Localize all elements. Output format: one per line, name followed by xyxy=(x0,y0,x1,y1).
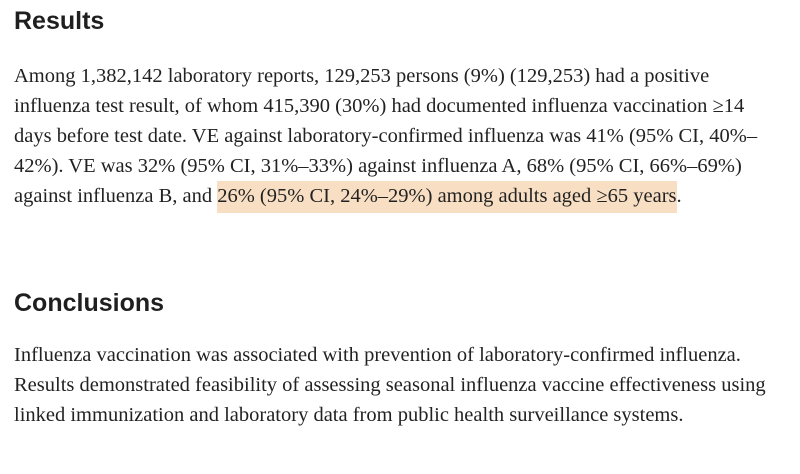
results-heading: Results xyxy=(14,7,105,35)
results-paragraph xyxy=(14,61,784,211)
results-highlighted-text: 26% (95% CI, 24%–29%) among adults aged ≥65 years xyxy=(217,181,676,213)
conclusions-paragraph: Influenza vaccination was associated with prevention of laboratory-confirmed influenza. Results demonstrated feasibility of assessing seasonal influenza vaccine effectiveness using linked immunization and laboratory data from public health surveillance systems. xyxy=(14,344,766,426)
conclusions-heading: Conclusions xyxy=(14,289,165,317)
results-text-before: Among 1,382,142 laboratory reports, 129,253 persons (9%) (129,253) had a positive influenza test result, of whom 415,390 (30%) had documented influenza vaccination ≥14 days before test date. VE against laboratory-confirmed influenza was 41% (95% CI, 40%–42%). VE was 32% (95% CI, 31%–33%) against influenza A, 68% (95% CI, 66%–69%) against influenza B, and xyxy=(14,65,758,207)
results-text-after: . xyxy=(676,185,682,207)
